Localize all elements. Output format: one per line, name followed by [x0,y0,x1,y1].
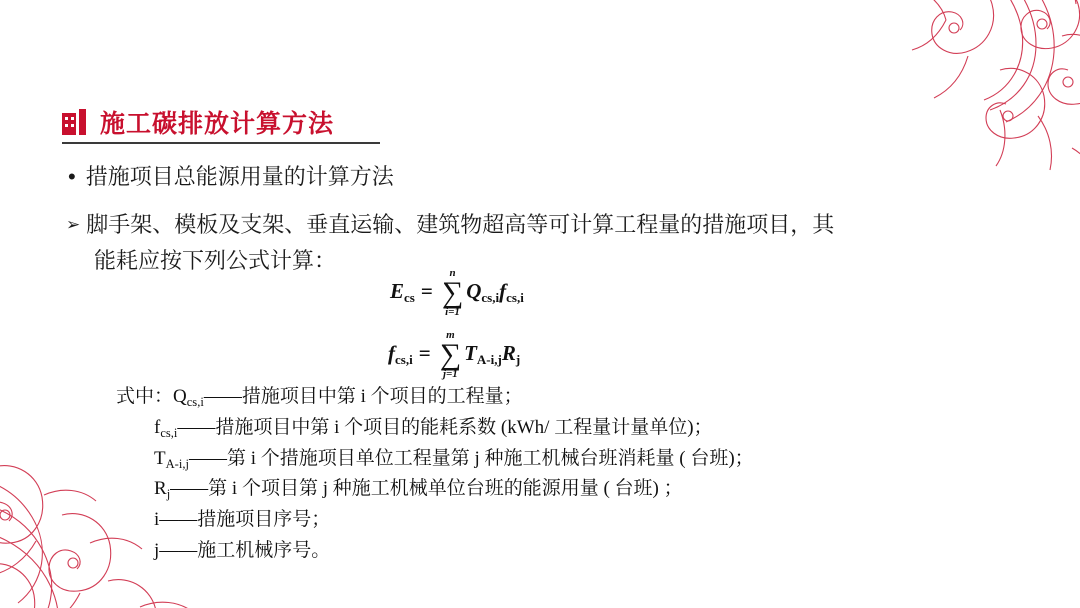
bullet-marker-dot: • [68,164,76,189]
legend-desc-3: ——第 i 个项目第 j 种施工机械单位台班的能源用量 ( 台班) ； [170,478,683,500]
legend-row-4 [116,505,754,536]
heading-underline [62,142,380,144]
summation-symbol-1: n ∑ i=1 [441,267,464,318]
bullet-item-2 [66,207,1026,280]
heading-text: 施工碳排放计算方法 [100,110,335,138]
legend-symbol-5: j [154,539,160,561]
legend-row-5 [116,536,754,567]
legend-desc-4: ——措施项目序号； [159,509,331,531]
legend-symbol-4: i [154,509,160,531]
legend-row-3 [116,474,754,505]
legend-row-0 [116,382,754,413]
legend-sub-3: j [166,487,171,502]
legend-symbol-2: T [154,447,166,469]
legend-symbol-0: Q [173,386,187,407]
legend-row-2 [116,444,754,475]
bullet-marker-arrow: ➢ [66,215,81,234]
legend-sub-2: A-i,j [165,456,189,471]
bullet-text-2-line2: 能耗应按下列公式计算： [94,248,337,274]
legend-row-1 [116,413,754,444]
slide-heading [62,104,334,140]
summation-symbol-2: m ∑ j=1 [439,329,462,380]
bullet-item-1 [68,162,394,193]
legend-symbol-3: R [154,478,167,500]
legend-desc-5: ——施工机械序号。 [159,539,331,561]
legend-sub-0: cs,i [186,394,204,409]
legend-desc-2: ——第 i 个措施项目单位工程量第 j 种施工机械台班消耗量 ( 台班)； [188,447,754,469]
floral-ornament-top-right [850,0,1080,190]
formula-ecs: $E_{cs}$ = n ∑ i=1 $Q_{cs,i}f_{cs,i}$ [390,267,524,318]
bullet-text-1: 措施项目总能源用量的计算方法 [85,164,394,189]
bullet-text-2-line1: 脚手架、模板及支架、垂直运输、建筑物超高等可计算工程量的措施项目，其 [86,212,835,237]
building-icon [62,109,88,135]
legend-symbol-1: f [154,416,161,438]
legend-sub-1: cs,i [160,425,178,440]
formula-fcsi: $f_{cs,i}$ = m ∑ j=1 $T_{A-i,j}R_j$ [388,329,521,380]
legend-desc-1: ——措施项目中第 i 个项目的能耗系数 (kWh/ 工程量计量单位)； [177,416,713,438]
legend-desc-0: ——措施项目中第 i 个项目的工程量； [203,386,523,407]
formula-legend [116,382,754,567]
legend-label: 式中： [116,386,174,407]
